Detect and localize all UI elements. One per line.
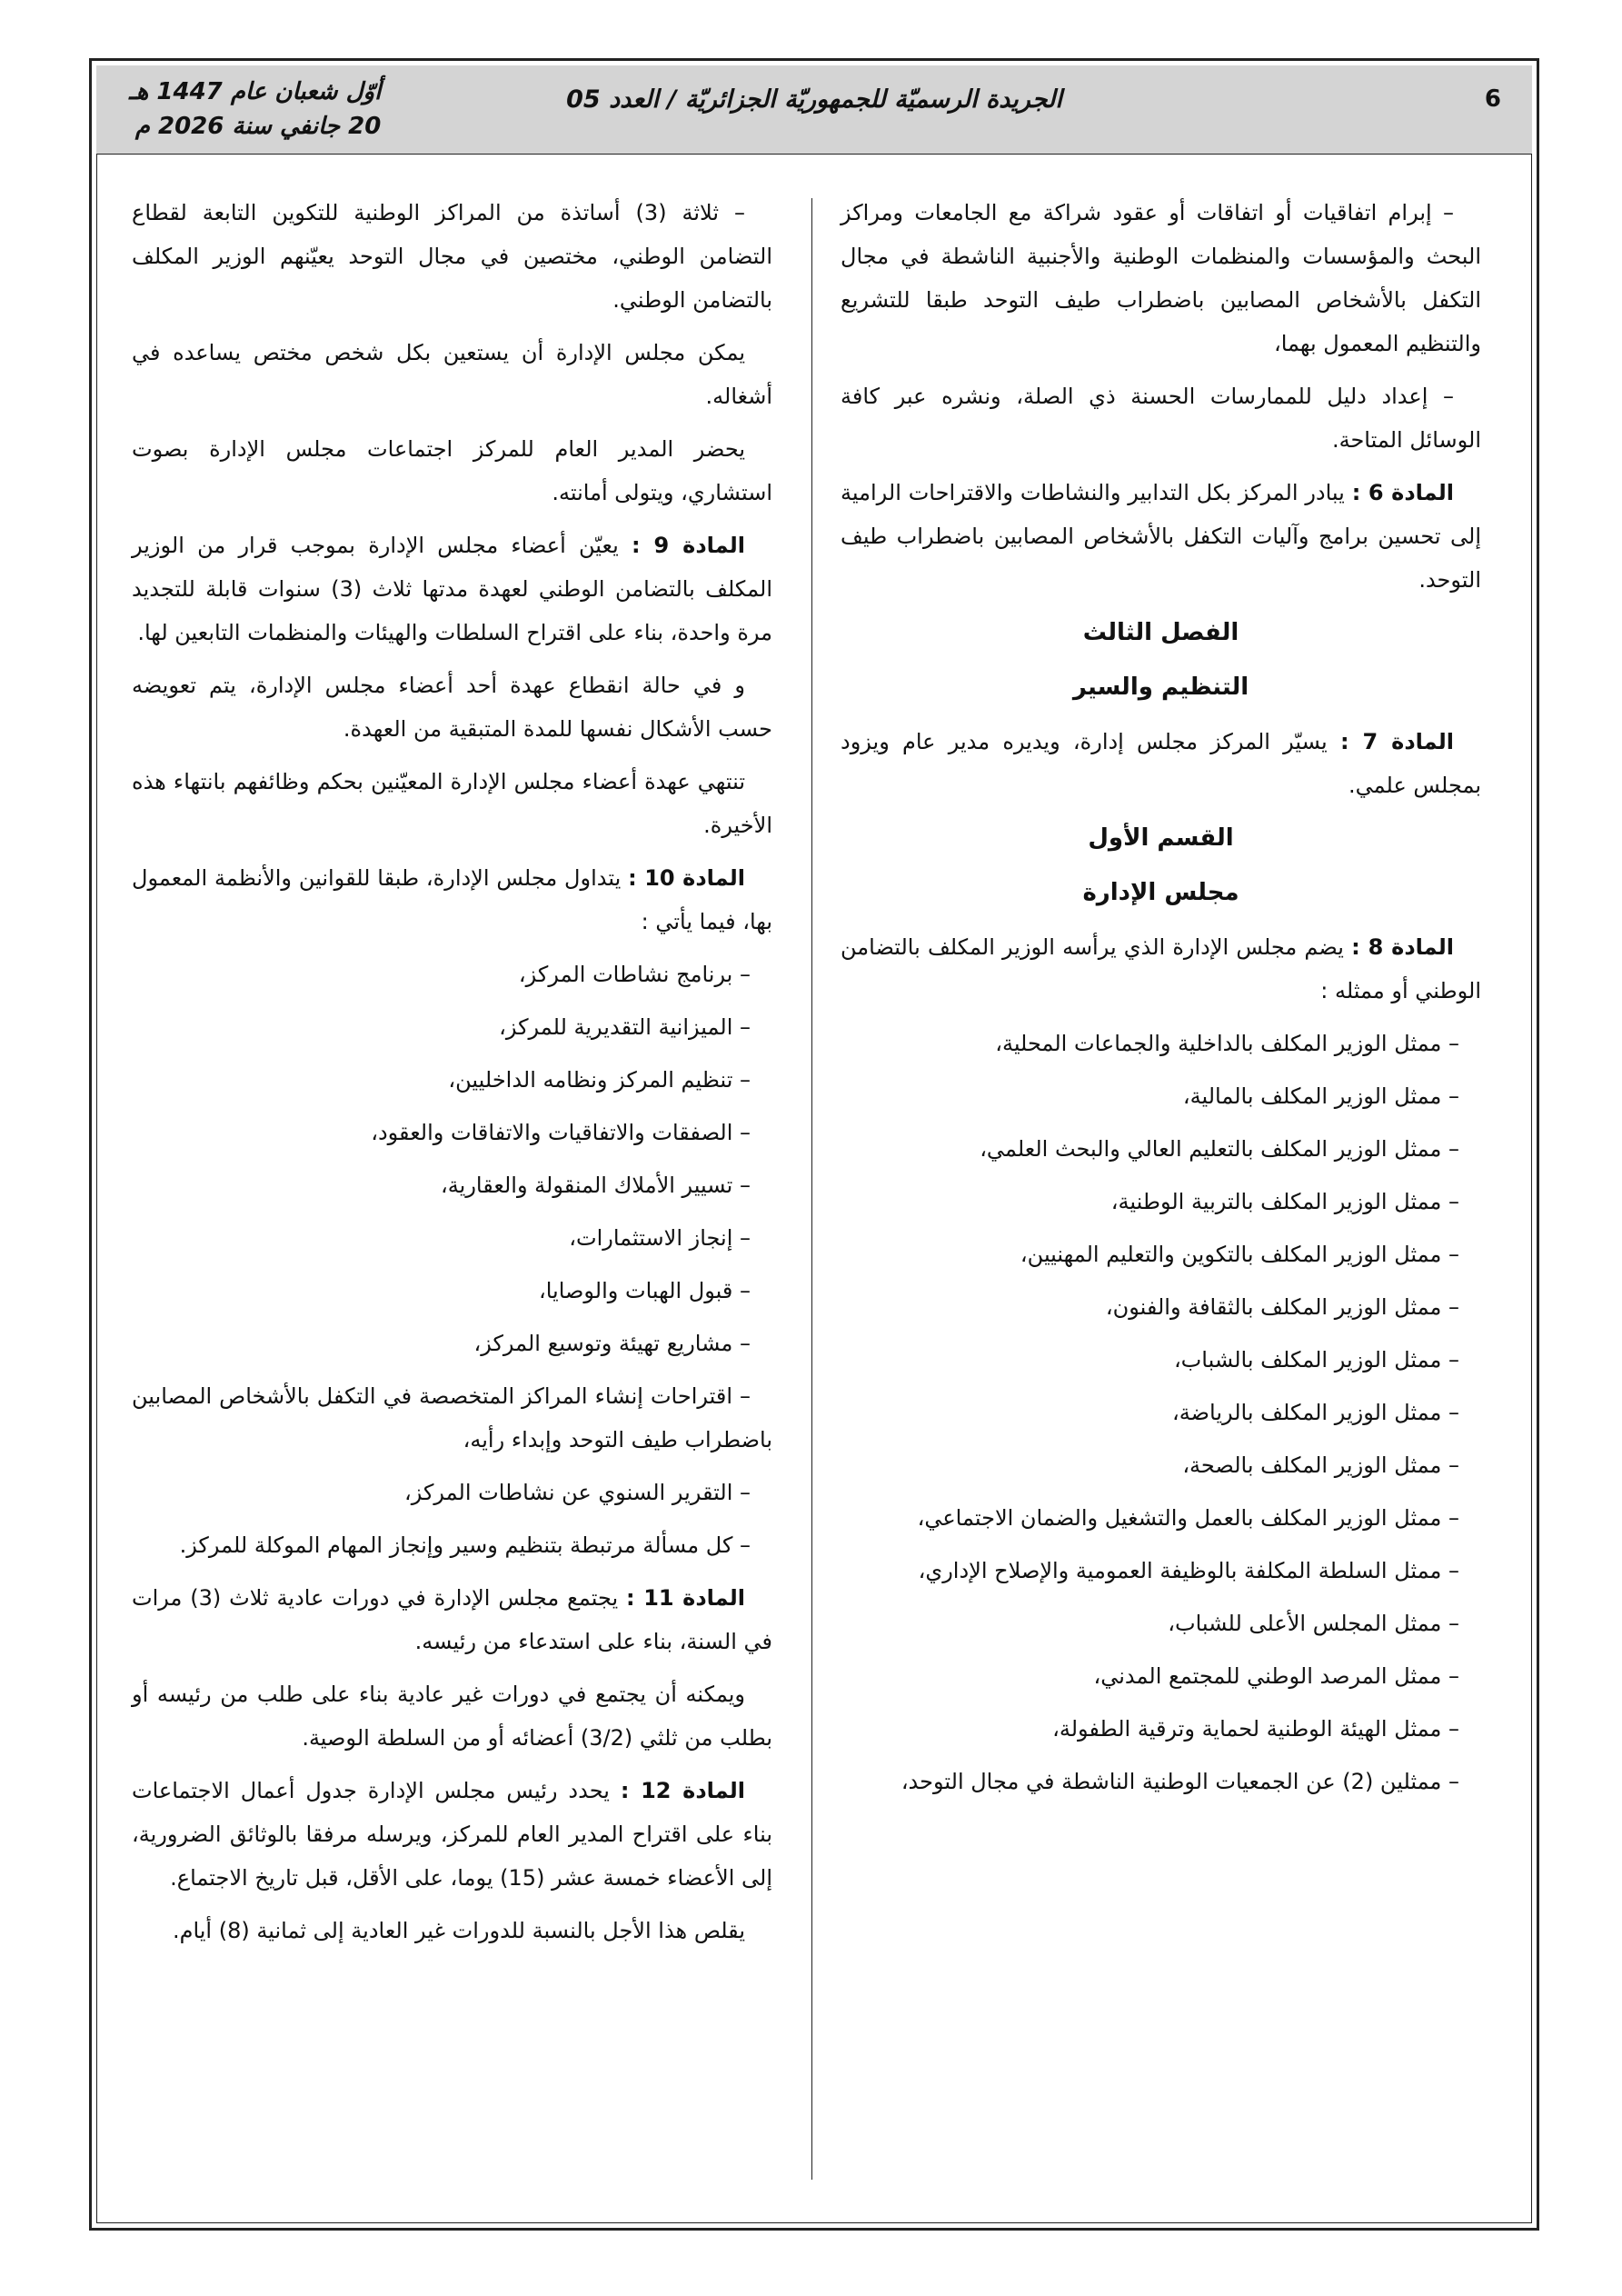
- chapter-heading: الفصل الثالث: [1082, 619, 1239, 646]
- article-text: يجتمع مجلس الإدارة في دورات عادية ثلاث (3) مرات في السنة، بناء على استدعاء من رئيسه.: [132, 1585, 772, 1654]
- article-8: [841, 925, 1481, 1013]
- gazette-title: الجريدة الرسميّة للجمهوريّة الجزائريّة / العدد 05: [566, 85, 1062, 114]
- paragraph: يقلص هذا الأجل بالنسبة للدورات غير العادية إلى ثمانية (8) أيام.: [172, 1918, 745, 1943]
- member-item: – ممثل الهيئة الوطنية لحماية وترقية الطفولة،: [1052, 1716, 1459, 1742]
- deliberation-item: – الميزانية التقديرية للمركز،: [499, 1014, 751, 1040]
- deliberation-item: – إنجاز الاستثمارات،: [569, 1225, 751, 1251]
- deliberation-item: – كل مسألة مرتبطة بتنظيم وسير وإنجاز المهام الموكلة للمركز.: [179, 1532, 751, 1558]
- deliberation-item: – مشاريع تهيئة وتوسيع المركز،: [473, 1331, 751, 1356]
- member-item: – ممثل الوزير المكلف بالتكوين والتعليم المهنيين،: [1020, 1242, 1459, 1267]
- member-item: – ممثل الوزير المكلف بالعمل والتشغيل والضمان الاجتماعي،: [917, 1505, 1459, 1531]
- right-column: [841, 191, 1481, 1812]
- article-10: [132, 856, 772, 943]
- article-text: يعيّن أعضاء مجلس الإدارة بموجب قرار من الوزير المكلف بالتضامن الوطني لعهدة مدتها ثلاث (3) سنوات قابلة للتجديد مرة واحدة، بناء على اقتراح السلطات والهيئات والمنظمات التابعين لها.: [132, 533, 773, 645]
- article-12: [132, 1769, 772, 1900]
- deliberation-item: – اقتراحات إنشاء المراكز المتخصصة في التكفل بالأشخاص المصابين باضطراب طيف التوحد وإبداء رأيه،: [132, 1383, 772, 1452]
- deliberation-item: – برنامج نشاطات المركز،: [518, 962, 751, 987]
- member-item: – ممثلين (2) عن الجمعيات الوطنية الناشطة في مجال التوحد،: [901, 1769, 1459, 1794]
- member-item: – ممثل الوزير المكلف بالشباب،: [1173, 1347, 1459, 1373]
- header-date: [129, 75, 381, 144]
- article-label: المادة 12 :: [620, 1778, 746, 1803]
- article-9: [132, 524, 772, 654]
- member-item: – ممثل السلطة المكلفة بالوظيفة العمومية والإصلاح الإداري،: [918, 1558, 1459, 1583]
- article-label: المادة 10 :: [628, 865, 746, 891]
- paragraph: و في حالة انقطاع عهدة أحد أعضاء مجلس الإدارة، يتم تعويضه حسب الأشكال نفسها للمدة المتبقية من العهدة.: [132, 673, 772, 742]
- paragraph: يمكن مجلس الإدارة أن يستعين بكل شخص مختص يساعده في أشغاله.: [132, 340, 772, 409]
- paragraph: يحضر المدير العام للمركز اجتماعات مجلس الإدارة بصوت استشاري، ويتولى أمانته.: [132, 436, 772, 505]
- member-item: – ممثل الوزير المكلف بالثقافة والفنون،: [1105, 1294, 1459, 1320]
- gazette-header: [96, 65, 1532, 155]
- page-number: 6: [1484, 85, 1501, 113]
- member-item: – ممثل الوزير المكلف بالمالية،: [1182, 1083, 1459, 1109]
- chapter-title: التنظيم والسير: [1072, 674, 1249, 701]
- article-7: [841, 720, 1481, 807]
- article-11: [132, 1576, 772, 1663]
- column-divider: [811, 198, 812, 2180]
- article-label: المادة 7 :: [1339, 729, 1454, 754]
- member-item: – ممثل الوزير المكلف بالداخلية والجماعات المحلية،: [995, 1031, 1459, 1056]
- member-item: – ممثل الوزير المكلف بالرياضة،: [1172, 1400, 1459, 1425]
- paragraph: – ثلاثة (3) أساتذة من المراكز الوطنية للتكوين التابعة لقطاع التضامن الوطني، مختصين في مجال التوحد يعيّنهم الوزير المكلف بالتضامن الوطني.: [132, 200, 772, 313]
- article-text: يحدد رئيس مجلس الإدارة جدول أعمال الاجتماعات بناء على اقتراح المدير العام للمركز، ويرسله مرفقا بالوثائق الضرورية، إلى الأعضاء خمسة عشر (15) يوما، على الأقل، قبل تاريخ الاجتماع.: [132, 1778, 772, 1891]
- article-label: المادة 8 :: [1351, 934, 1454, 960]
- section-heading: القسم الأول: [1088, 824, 1234, 852]
- member-item: – ممثل الوزير المكلف بالتربية الوطنية،: [1110, 1189, 1459, 1214]
- member-item: – ممثل المرصد الوطني للمجتمع المدني،: [1093, 1663, 1459, 1689]
- section-title: مجلس الإدارة: [1082, 879, 1239, 906]
- deliberation-item: – تسيير الأملاك المنقولة والعقارية،: [441, 1173, 751, 1198]
- article-text: يبادر المركز بكل التدابير والنشاطات والاقتراحات الرامية إلى تحسين برامج وآليات التكفل بالأشخاص المصابين باضطراب طيف التوحد.: [841, 480, 1481, 593]
- article-text: يضم مجلس الإدارة الذي يرأسه الوزير المكلف بالتضامن الوطني أو ممثله :: [841, 934, 1481, 1003]
- deliberation-item: – التقرير السنوي عن نشاطات المركز،: [404, 1480, 751, 1505]
- list-item: – إعداد دليل للممارسات الحسنة ذي الصلة، ونشره عبر كافة الوسائل المتاحة.: [841, 384, 1481, 453]
- paragraph: تنتهي عهدة أعضاء مجلس الإدارة المعيّنين بحكم وظائفهم بانتهاء هذه الأخيرة.: [132, 769, 772, 838]
- left-column: [132, 191, 772, 1962]
- deliberation-item: – الصفقات والاتفاقيات والاتفاقات والعقود،: [371, 1120, 751, 1145]
- article-label: المادة 6 :: [1351, 480, 1455, 505]
- article-label: المادة 9 :: [631, 533, 745, 558]
- article-label: المادة 11 :: [626, 1585, 746, 1611]
- deliberation-item: – تنظيم المركز ونظامه الداخليين،: [448, 1067, 751, 1093]
- date-gregorian: 20 جانفي سنة 2026 م: [134, 113, 382, 140]
- article-6: [841, 471, 1481, 602]
- article-text: يتداول مجلس الإدارة، طبقا للقوانين والأنظمة المعمول بها، فيما يأتي :: [132, 865, 772, 934]
- member-item: – ممثل المجلس الأعلى للشباب،: [1168, 1611, 1459, 1636]
- member-item: – ممثل الوزير المكلف بالصحة،: [1182, 1452, 1459, 1478]
- deliberation-item: – قبول الهبات والوصايا،: [538, 1278, 751, 1303]
- article-text: يسيّر المركز مجلس إدارة، ويديره مدير عام ويزود بمجلس علمي.: [841, 729, 1481, 798]
- list-item: – إبرام اتفاقيات أو اتفاقات أو عقود شراكة مع الجامعات ومراكز البحث والمؤسسات والمنظمات الوطنية والأجنبية الناشطة في مجال التكفل بالأشخاص المصابين باضطراب طيف التوحد طبقا للتشريع والتنظيم المعمول بهما،: [841, 200, 1481, 356]
- member-item: – ممثل الوزير المكلف بالتعليم العالي والبحث العلمي،: [980, 1136, 1459, 1162]
- paragraph: ويمكنه أن يجتمع في دورات غير عادية بناء على طلب من رئيسه أو بطلب من ثلثي (3/2) أعضائه أو من السلطة الوصية.: [132, 1682, 772, 1751]
- date-hijri: أوّل شعبان عام 1447 هـ: [129, 78, 382, 105]
